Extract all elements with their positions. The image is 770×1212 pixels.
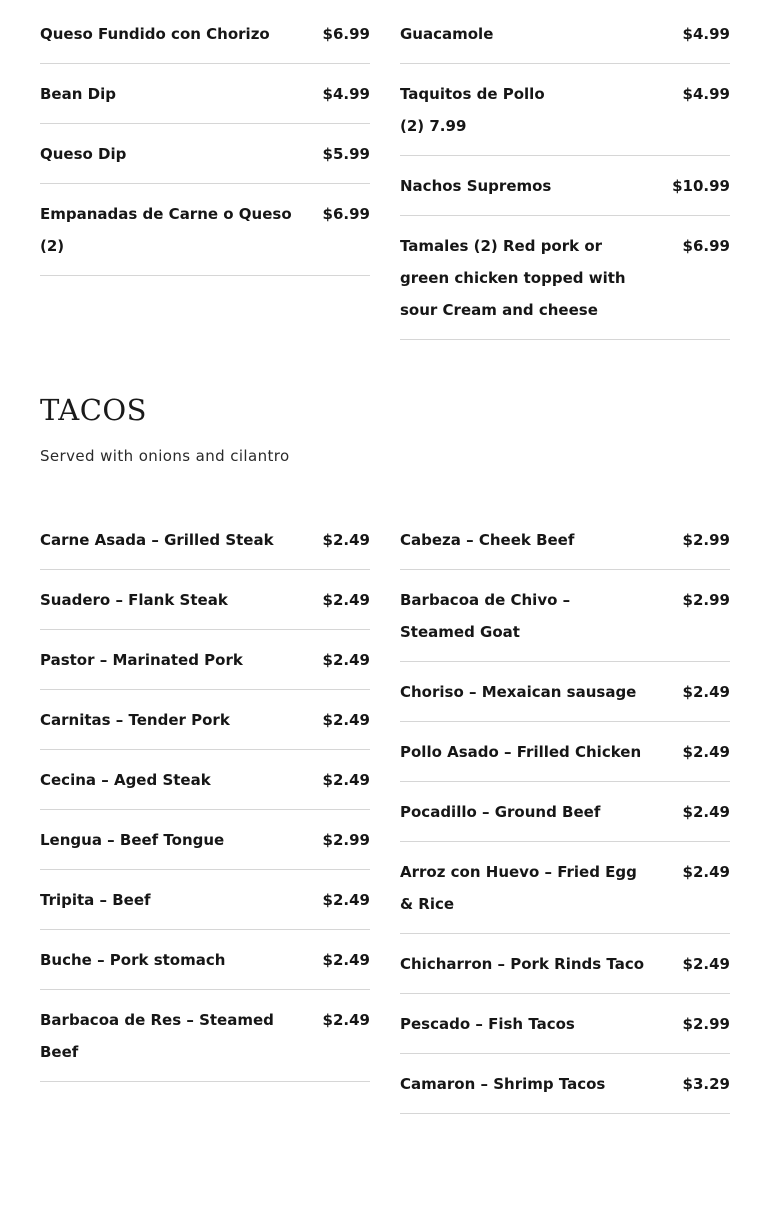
- menu-item-name: Pocadillo – Ground Beef: [400, 803, 601, 821]
- menu-item-price: $2.49: [322, 771, 370, 789]
- menu-item: [40, 124, 370, 184]
- menu-item-name: Arroz con Huevo – Fried Egg & Rice: [400, 863, 637, 913]
- menu-item-price: $6.99: [322, 205, 370, 223]
- menu-item: [400, 216, 730, 340]
- menu-item: [40, 810, 370, 870]
- menu-item-price: $2.99: [682, 1015, 730, 1033]
- menu-item: [40, 4, 370, 64]
- tacos-columns: [40, 510, 730, 1114]
- menu-item-price: $4.99: [682, 25, 730, 43]
- menu-item-name: Carnitas – Tender Pork: [40, 711, 230, 729]
- menu-item: [400, 662, 730, 722]
- menu-item-name: Chicharron – Pork Rinds Taco: [400, 955, 645, 973]
- menu-item-name: Nachos Supremos: [400, 177, 552, 195]
- menu-item-price: $2.49: [682, 863, 730, 881]
- menu-item-price: $6.99: [682, 237, 730, 255]
- menu-item-name: Pollo Asado – Frilled Chicken: [400, 743, 642, 761]
- menu-item-price: $3.29: [682, 1075, 730, 1093]
- menu-item: [400, 994, 730, 1054]
- menu-item: [400, 934, 730, 994]
- tacos-left-column: [40, 510, 370, 1082]
- menu-item: [40, 750, 370, 810]
- section-subtitle: Served with onions and cilantro: [40, 447, 290, 465]
- menu-item-price: $4.99: [682, 85, 730, 103]
- menu-item: [40, 870, 370, 930]
- menu-item: [400, 510, 730, 570]
- tacos-right-column: [400, 510, 730, 1114]
- menu-item-name: Cabeza – Cheek Beef: [400, 531, 575, 549]
- menu-item-price: $2.49: [682, 743, 730, 761]
- menu-item-name: Queso Fundido con Chorizo: [40, 25, 270, 43]
- menu-item-price: $2.49: [322, 531, 370, 549]
- menu-item-price: $6.99: [322, 25, 370, 43]
- menu-item-name: Bean Dip: [40, 85, 116, 103]
- menu-item-price: $2.99: [322, 831, 370, 849]
- menu-item-name: Barbacoa de Res – Steamed Beef: [40, 1011, 274, 1061]
- menu-item: [40, 510, 370, 570]
- menu-item-price: $5.99: [322, 145, 370, 163]
- menu-item: [40, 184, 370, 276]
- menu-item-name: Cecina – Aged Steak: [40, 771, 211, 789]
- menu-item-name: Guacamole: [400, 25, 494, 43]
- menu-item-name: Buche – Pork stomach: [40, 951, 226, 969]
- menu-item-price: $2.99: [682, 591, 730, 609]
- menu-item: [40, 990, 370, 1082]
- menu-item: [400, 570, 730, 662]
- section-title: TACOS: [40, 393, 148, 427]
- menu-item-name: Pastor – Marinated Pork: [40, 651, 243, 669]
- menu-item-name: Empanadas de Carne o Queso (2): [40, 205, 292, 255]
- menu-item: [40, 930, 370, 990]
- menu-item: [40, 630, 370, 690]
- menu-item: [400, 782, 730, 842]
- menu-item-name: Carne Asada – Grilled Steak: [40, 531, 274, 549]
- menu-item-name: Suadero – Flank Steak: [40, 591, 228, 609]
- menu-item: [400, 64, 730, 156]
- menu-item-name: Taquitos de Pollo (2) 7.99: [400, 85, 545, 135]
- menu-item-name: Tripita – Beef: [40, 891, 151, 909]
- menu-item-name: Queso Dip: [40, 145, 127, 163]
- menu-item-name: Camaron – Shrimp Tacos: [400, 1075, 606, 1093]
- menu-item: [400, 842, 730, 934]
- menu-item-price: $2.49: [322, 891, 370, 909]
- menu-item: [400, 1054, 730, 1114]
- menu-item-price: $2.49: [682, 803, 730, 821]
- tacos-header: [40, 392, 730, 466]
- menu-item: [40, 690, 370, 750]
- menu-item-name: Barbacoa de Chivo – Steamed Goat: [400, 591, 571, 641]
- menu-item: [400, 156, 730, 216]
- menu-item-price: $2.49: [322, 1011, 370, 1029]
- menu-item-name: Pescado – Fish Tacos: [400, 1015, 575, 1033]
- appetizers-left-column: [40, 4, 370, 276]
- menu-item-price: $2.49: [322, 711, 370, 729]
- menu-item: [40, 64, 370, 124]
- menu-item-name: Tamales (2) Red pork or green chicken topped with sour Cream and cheese: [400, 237, 626, 319]
- menu-item-price: $2.49: [322, 651, 370, 669]
- menu-item-name: Choriso – Mexaican sausage: [400, 683, 637, 701]
- menu-item-price: $10.99: [672, 177, 730, 195]
- appetizers-right-column: [400, 4, 730, 340]
- menu-item-price: $4.99: [322, 85, 370, 103]
- appetizers-columns: [40, 4, 730, 340]
- menu-item-price: $2.49: [322, 591, 370, 609]
- menu-item-price: $2.99: [682, 531, 730, 549]
- tacos-section: [40, 510, 730, 1114]
- appetizers-section: [40, 4, 730, 340]
- menu-item-price: $2.49: [682, 683, 730, 701]
- menu-item: [400, 722, 730, 782]
- menu-item: [40, 570, 370, 630]
- menu-item: [400, 4, 730, 64]
- menu-item-name: Lengua – Beef Tongue: [40, 831, 225, 849]
- menu-item-price: $2.49: [322, 951, 370, 969]
- menu-item-price: $2.49: [682, 955, 730, 973]
